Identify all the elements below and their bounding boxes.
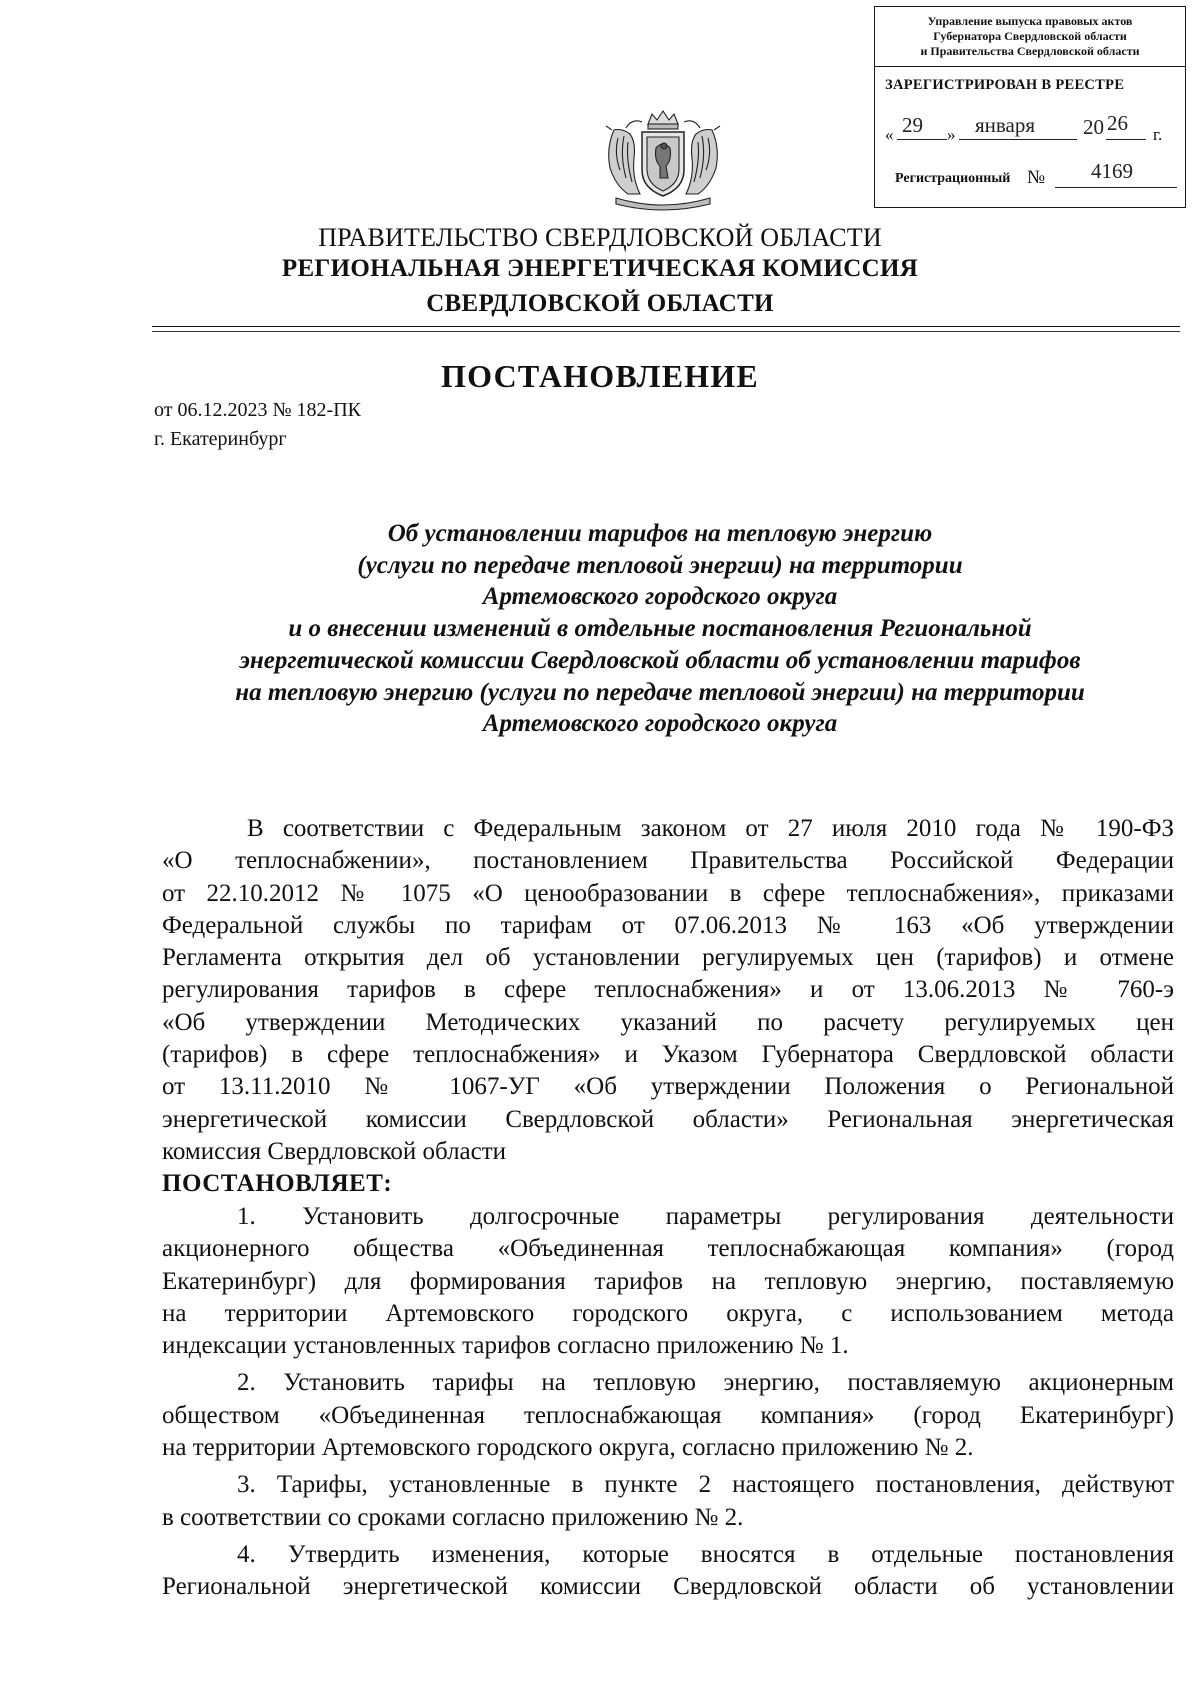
item-line: 3. Тарифы, установленные в пункте 2 настоящего постановления, действуют: [237, 1471, 1174, 1499]
item-2: [162, 1367, 1174, 1464]
registry-stamp: [874, 6, 1186, 208]
preamble-line: регулирования тарифов в сфере теплоснабжения» и от 13.06.2013 № 760-э: [162, 976, 1174, 1004]
document-subject: [160, 518, 1160, 740]
stamp-number-sign: №: [1027, 167, 1046, 188]
preamble-line: «Об утверждении Методических указаний по расчету регулируемых цен: [162, 1008, 1174, 1036]
subject-line: Об установлении тарифов на тепловую энергию: [387, 520, 933, 547]
item-line: в соответствии со сроками согласно приложению № 2.: [162, 1503, 744, 1531]
stamp-number-row: [895, 159, 1185, 199]
stamp-office-line: Управление выпуска правовых актов: [927, 14, 1133, 28]
preamble-line: «О теплоснабжении», постановлением Правительства Российской Федерации: [162, 847, 1174, 875]
government-title: ПРАВИТЕЛЬСТВО СВЕРДЛОВСКОЙ ОБЛАСТИ: [318, 223, 882, 252]
preamble-line: В соответствии с Федеральным законом от 27 июля 2010 года № 190-ФЗ: [247, 815, 1174, 842]
stamp-day: 29: [902, 113, 923, 137]
document-date-number: от 06.12.2023 № 182-ПК: [154, 399, 362, 421]
document-type-title: ПОСТАНОВЛЕНИЕ: [441, 358, 759, 394]
commission-title-line2: СВЕРДЛОВСКОЙ ОБЛАСТИ: [426, 290, 774, 317]
item-4: [162, 1539, 1174, 1604]
item-line: Региональной энергетической комиссии Свердловской области об установлении: [162, 1573, 1174, 1601]
subject-line: на тепловую энергию (услуги по передаче тепловой энергии) на территории: [235, 678, 1085, 706]
stamp-date: [885, 111, 1181, 149]
preamble-line: комиссия Свердловской области: [162, 1137, 507, 1165]
subject-line: энергетической комиссии Свердловской области об установлении тарифов: [239, 646, 1081, 674]
stamp-year-suffix: 26: [1107, 111, 1128, 135]
preamble-line: Регламента открытия дел об установлении регулируемых цен (тарифов) и отмене: [162, 944, 1174, 972]
commission-title-line1: РЕГИОНАЛЬНАЯ ЭНЕРГЕТИЧЕСКАЯ КОМИССИЯ: [281, 255, 919, 282]
resolves-heading: ПОСТАНОВЛЯЕТ:: [162, 1170, 393, 1198]
subject-line: (услуги по передаче тепловой энергии) на территории: [357, 551, 963, 579]
header-divider-thin: [152, 331, 1180, 332]
subject-line: и о внесении изменений в отдельные постановления Региональной: [288, 615, 1032, 643]
item-line: 2. Установить тарифы на тепловую энергию, поставляемую акционерным: [237, 1369, 1174, 1397]
stamp-close-quote: »: [947, 125, 956, 144]
stamp-registered-label: ЗАРЕГИСТРИРОВАН В РЕЕСТРЕ: [885, 77, 1125, 93]
item-3: [162, 1469, 1174, 1534]
stamp-reg-label: Регистрационный: [895, 171, 1011, 186]
item-line: 4. Утвердить изменения, которые вносятся в отдельные постановления: [237, 1540, 1174, 1568]
item-1: [162, 1201, 1174, 1362]
stamp-year-prefix: 20: [1083, 115, 1104, 139]
item-line: индексации установленных тарифов согласно приложению № 1.: [162, 1332, 849, 1360]
item-line: на территории Артемовского городского округа, согласно приложению № 2.: [162, 1434, 974, 1462]
item-line: акционерного общества «Объединенная теплоснабжающая компания» (город: [162, 1235, 1174, 1263]
item-line: обществом «Объединенная теплоснабжающая компания» (город Екатеринбург): [162, 1401, 1174, 1429]
preamble-line: Федеральной службы по тарифам от 07.06.2013 № 163 «Об утверждении: [162, 911, 1174, 939]
header-divider: [152, 326, 1180, 327]
stamp-reg-number: 4169: [1091, 159, 1133, 183]
stamp-office-line: и Правительства Свердловской области: [920, 44, 1140, 58]
stamp-office-line: Губернатора Свердловской области: [933, 29, 1127, 43]
resolution-items: [162, 1201, 1174, 1604]
subject-line: Артемовского городского округа: [482, 710, 838, 738]
preamble-line: от 13.11.2010 № 1067-УГ «Об утверждении Положения о Региональной: [162, 1073, 1174, 1101]
coat-of-arms-icon: [592, 108, 734, 214]
item-line: 1. Установить долгосрочные параметры регулирования деятельности: [237, 1203, 1174, 1230]
stamp-year-unit: г.: [1153, 125, 1163, 144]
stamp-office: [875, 7, 1185, 67]
item-line: Екатеринбург) для формирования тарифов на тепловую энергию, поставляемую: [162, 1267, 1174, 1295]
stamp-open-quote: «: [885, 125, 894, 144]
preamble: [162, 813, 1174, 1201]
document-city: г. Екатеринбург: [154, 428, 287, 450]
stamp-month: января: [975, 113, 1036, 137]
subject-line: Артемовского городского округа: [482, 583, 838, 611]
item-line: на территории Артемовского городского округа, с использованием метода: [162, 1299, 1174, 1327]
preamble-line: от 22.10.2012 № 1075 «О ценообразовании в сфере теплоснабжения», приказами: [162, 879, 1174, 907]
preamble-line: энергетической комиссии Свердловской области» Региональная энергетическая: [162, 1105, 1174, 1133]
preamble-line: (тарифов) в сфере теплоснабжения» и Указом Губернатора Свердловской области: [162, 1041, 1174, 1069]
